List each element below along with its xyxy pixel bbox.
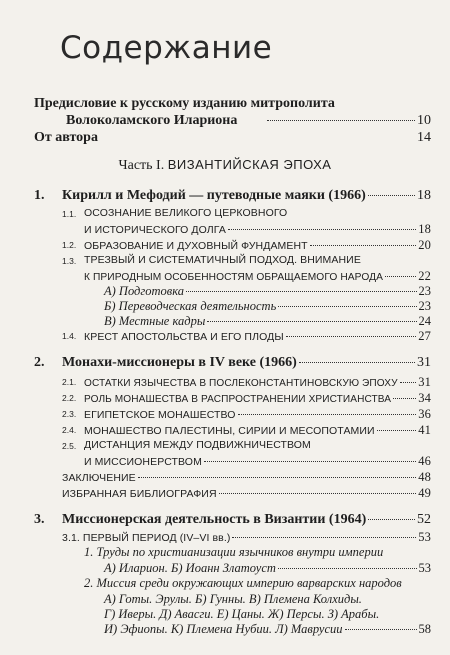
s21-text: ОСТАТКИ ЯЗЫЧЕСТВА В ПОСЛЕКОНСТАНТИНОВСКУЮ ЭПОХУ [84, 378, 398, 389]
s23-page: 36 [418, 407, 431, 421]
chapter-1-entry [62, 188, 431, 204]
s23-leader [238, 414, 417, 415]
part-heading [0, 157, 450, 174]
author-page: 14 [417, 130, 431, 145]
s21-page: 31 [418, 375, 431, 389]
conclusion-leader [138, 477, 417, 478]
chapter-3-entry [62, 512, 431, 528]
s25-line2: И МИССИОНЕРСТВОМ [84, 456, 202, 468]
preface-page: 10 [417, 113, 431, 128]
bibliography-page: 49 [418, 486, 431, 500]
s23-entry [84, 407, 431, 422]
s14-page: 27 [418, 329, 431, 343]
s13-number: 1.3. [62, 256, 77, 266]
preface-entry [66, 113, 431, 129]
s11-leader [228, 229, 416, 230]
i2b-text: Г) Иверы. Д) Авасги. Е) Цаны. Ж) Персы. З) Арабы. [104, 607, 380, 621]
i2c-text: И) Эфиопы. К) Племена Нубии. Л) Маврусии [104, 622, 343, 636]
s24-text: МОНАШЕСТВО ПАЛЕСТИНЫ, СИРИИ И МЕСОПОТАМИИ [84, 425, 375, 437]
s23-number: 2.3. [62, 409, 77, 419]
s13b-entry [104, 299, 431, 314]
s25-leader [204, 461, 416, 462]
s12-leader [310, 245, 417, 246]
s11-number: 1.1. [62, 209, 77, 219]
s13-page: 22 [418, 269, 431, 283]
s13a-entry [104, 284, 431, 299]
s13b-text: Б) Переводческая деятельность [104, 299, 277, 313]
s13-entry [84, 269, 431, 284]
s13b-page: 23 [418, 299, 431, 313]
s24-number: 2.4. [62, 425, 77, 435]
conclusion-text: ЗАКЛЮЧЕНИЕ [62, 472, 136, 484]
i2a-text: А) Готы. Эрулы. Б) Гунны. В) Племена Колхиды. [104, 592, 362, 606]
s25-entry [84, 454, 431, 469]
i2-text: 2. Миссия среди окружающих империю варварских народов [84, 576, 402, 590]
s14-number: 1.4. [62, 331, 77, 341]
s13a-text: А) Подготовка [104, 284, 184, 298]
s12-number: 1.2. [62, 240, 77, 250]
i2c-page: 58 [418, 622, 431, 636]
s22-page: 34 [418, 391, 431, 405]
chapter-3-number: 3. [34, 512, 45, 527]
s21-entry [84, 375, 431, 390]
s24-leader [377, 430, 417, 431]
s24-entry [84, 423, 431, 438]
s21-number: 2.1. [62, 377, 77, 387]
p31-entry [62, 530, 431, 545]
part-prefix: Часть I. [118, 158, 165, 173]
s11-line1: ОСОЗНАНИЕ ВЕЛИКОГО ЦЕРКОВНОГО [84, 207, 288, 219]
s14-leader [286, 336, 417, 337]
s12-page: 20 [418, 238, 431, 252]
s13-line1: ТРЕЗВЫЙ И СИСТЕМАТИЧНЫЙ ПОДХОД. ВНИМАНИЕ [84, 254, 361, 266]
bibliography-leader [219, 493, 417, 494]
s21-leader [400, 382, 417, 383]
chapter-2-page: 31 [417, 355, 431, 370]
s14-entry [84, 329, 431, 344]
s25-line1: ДИСТАНЦИЯ МЕЖДУ ПОДВИЖНИЧЕСТВОМ [84, 439, 311, 451]
chapter-1-number: 1. [34, 188, 45, 203]
p31-text: 3.1. ПЕРВЫЙ ПЕРИОД (IV–VI вв.) [62, 532, 231, 544]
s14-text: КРЕСТ АПОСТОЛЬСТВА И ЕГО ПЛОДЫ [84, 331, 284, 343]
author-label: От автора [34, 130, 98, 145]
s12-entry [84, 238, 431, 253]
conclusion-entry [62, 470, 431, 485]
part-name: ВИЗАНТИЙСКАЯ ЭПОХА [167, 157, 332, 172]
chapter-2-entry [62, 355, 431, 371]
author-leader [338, 137, 415, 138]
i1a-entry [104, 561, 431, 576]
s22-number: 2.2. [62, 393, 77, 403]
s23-text: ЕГИПЕТСКОЕ МОНАШЕСТВО [84, 409, 236, 421]
i1a-leader [278, 568, 417, 569]
s24-page: 41 [418, 423, 431, 437]
s13v-entry [104, 314, 431, 329]
i2c-leader [345, 629, 417, 630]
s11-page: 18 [418, 222, 431, 236]
s13a-page: 23 [418, 284, 431, 298]
s13a-leader [186, 291, 417, 292]
preface-line2: Волоколамского Илариона [66, 113, 238, 128]
chapter-1-title: Кирилл и Мефодий — путеводные маяки (1966) [62, 188, 366, 203]
s22-entry [84, 391, 431, 406]
s13v-leader [207, 321, 416, 322]
i1a-text: А) Иларион. Б) Иоанн Златоуст [104, 561, 276, 575]
page-title: Содержание [60, 30, 273, 66]
preface-leader [267, 120, 415, 121]
i1-text: 1. Труды по христианизации язычников внутри империи [84, 545, 384, 559]
author-entry [34, 130, 431, 146]
chapter-1-leader [368, 195, 415, 196]
s13-line2: К ПРИРОДНЫМ ОСОБЕННОСТЯМ ОБРАЩАЕМОГО НАРОДА [84, 272, 384, 283]
preface-line1: Предисловие к русскому изданию митрополита [34, 96, 335, 111]
s13v-page: 24 [418, 314, 431, 328]
s22-text: РОЛЬ МОНАШЕСТВА В РАСПРОСТРАНЕНИИ ХРИСТИАНСТВА [84, 394, 392, 405]
chapter-2-leader [299, 362, 415, 363]
s22-leader [393, 398, 416, 399]
chapter-2-number: 2. [34, 355, 45, 370]
chapter-3-page: 52 [417, 512, 431, 527]
i1a-page: 53 [418, 561, 431, 575]
i2c-entry [104, 622, 431, 637]
s12-text: ОБРАЗОВАНИЕ И ДУХОВНЫЙ ФУНДАМЕНТ [84, 240, 308, 252]
s13-leader [385, 276, 416, 277]
s11-line2: И ИСТОРИЧЕСКОГО ДОЛГА [84, 224, 226, 236]
chapter-3-title: Миссионерская деятельность в Византии (1964) [62, 512, 367, 527]
bibliography-text: ИЗБРАННАЯ БИБЛИОГРАФИЯ [62, 488, 217, 500]
chapter-2-title: Монахи-миссионеры в IV веке (1966) [62, 355, 297, 370]
conclusion-page: 48 [418, 470, 431, 484]
p31-page: 53 [418, 530, 431, 544]
bibliography-entry [62, 486, 431, 501]
s13b-leader [278, 306, 416, 307]
s25-page: 46 [418, 454, 431, 468]
s13v-text: В) Местные кадры [104, 314, 206, 328]
s11-entry [84, 222, 431, 237]
p31-leader [232, 537, 416, 538]
s25-number: 2.5. [62, 441, 77, 451]
chapter-3-leader [368, 519, 415, 520]
chapter-1-page: 18 [417, 188, 431, 203]
